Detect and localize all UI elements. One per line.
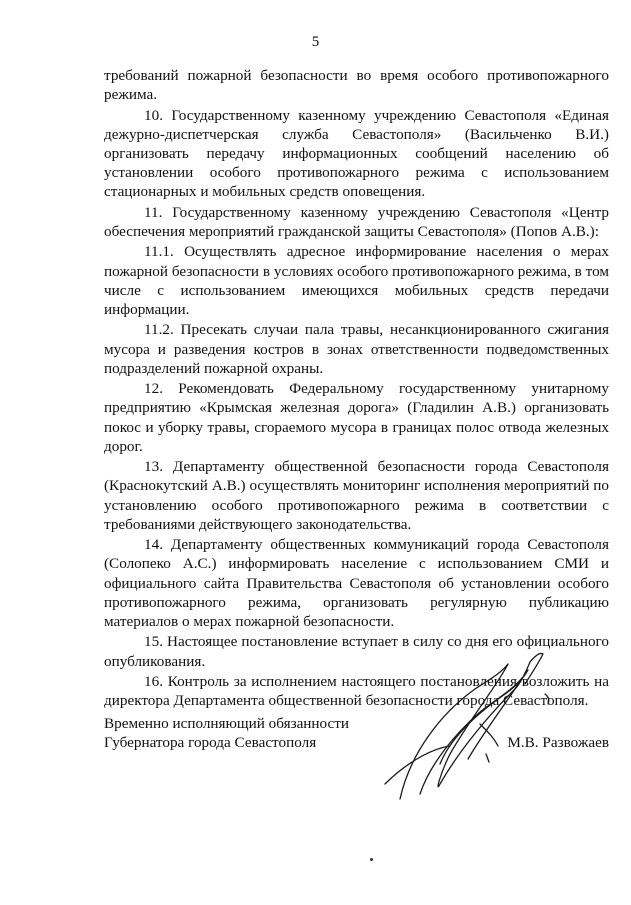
signatory-position-line1: Временно исполняющий обязанности — [104, 715, 350, 732]
paragraph-11: 11. Государственному казенному учреждению Севастополя «Центр обеспечения мероприятий гражданской защиты Севастополя» (Попов А.В.): — [104, 203, 609, 240]
paragraph-10: 10. Государственному казенному учреждению Севастополя «Единая дежурно-диспетчерская служба Севастополя» (Васильченко В.И.) организовать передачу информационных сообщений населению об установлении особого противопожарного режима с использованием стационарных и мобильных средств оповещения. — [104, 106, 609, 201]
paragraph-continuation: требований пожарной безопасности во время особого противопожарного режима. — [104, 67, 609, 104]
signatory-name: М.В. Развожаев — [507, 734, 609, 751]
paragraph-11-1: 11.1. Осуществлять адресное информирование населения о мерах пожарной безопасности в условиях особого противопожарного режима, в том числе с использованием имеющихся мобильных средств передачи информации. — [104, 243, 609, 318]
handwritten-signature — [380, 634, 570, 814]
stray-mark — [370, 858, 373, 861]
paragraph-12: 12. Рекомендовать Федеральному государственному унитарному предприятию «Крымская железная дорога» (Гладилин А.В.) организовать покос и уборку травы, сгораемого мусора в границах полос отвода железных дорог. — [104, 380, 609, 455]
paragraph-16: 16. Контроль за исполнением настоящего постановления возложить на директора Департамента общественной безопасности города Севастополя. — [104, 672, 609, 710]
paragraph-15: 15. Настоящее постановление вступает в силу со дня его официального опубликования. — [104, 633, 609, 670]
signatory-position-line2: Губернатора города Севастополя — [104, 734, 317, 752]
signatory-position — [104, 714, 404, 752]
page-number: 5 — [311, 34, 320, 50]
paragraph-14: 14. Департаменту общественных коммуникаций города Севастополя (Солопеко А.С.) информировать население с использованием СМИ и официального сайта Правительства Севастополя об установлении особого противопожарного режима, организовать регулярную публикацию материалов о мерах пожарной безопасности. — [104, 536, 609, 630]
paragraph-13: 13. Департаменту общественной безопасности города Севастополя (Краснокутский А.В.) осуществлять мониторинг исполнения мероприятий по установлению особого противопожарного режима в соответствии с требованиями действующего законодательства. — [104, 458, 609, 533]
paragraph-11-2: 11.2. Пресекать случаи пала травы, несанкционированного сжигания мусора и разведения костров в зонах ответственности подведомственных подразделений пожарной охраны. — [104, 321, 609, 377]
document-body — [104, 66, 609, 712]
